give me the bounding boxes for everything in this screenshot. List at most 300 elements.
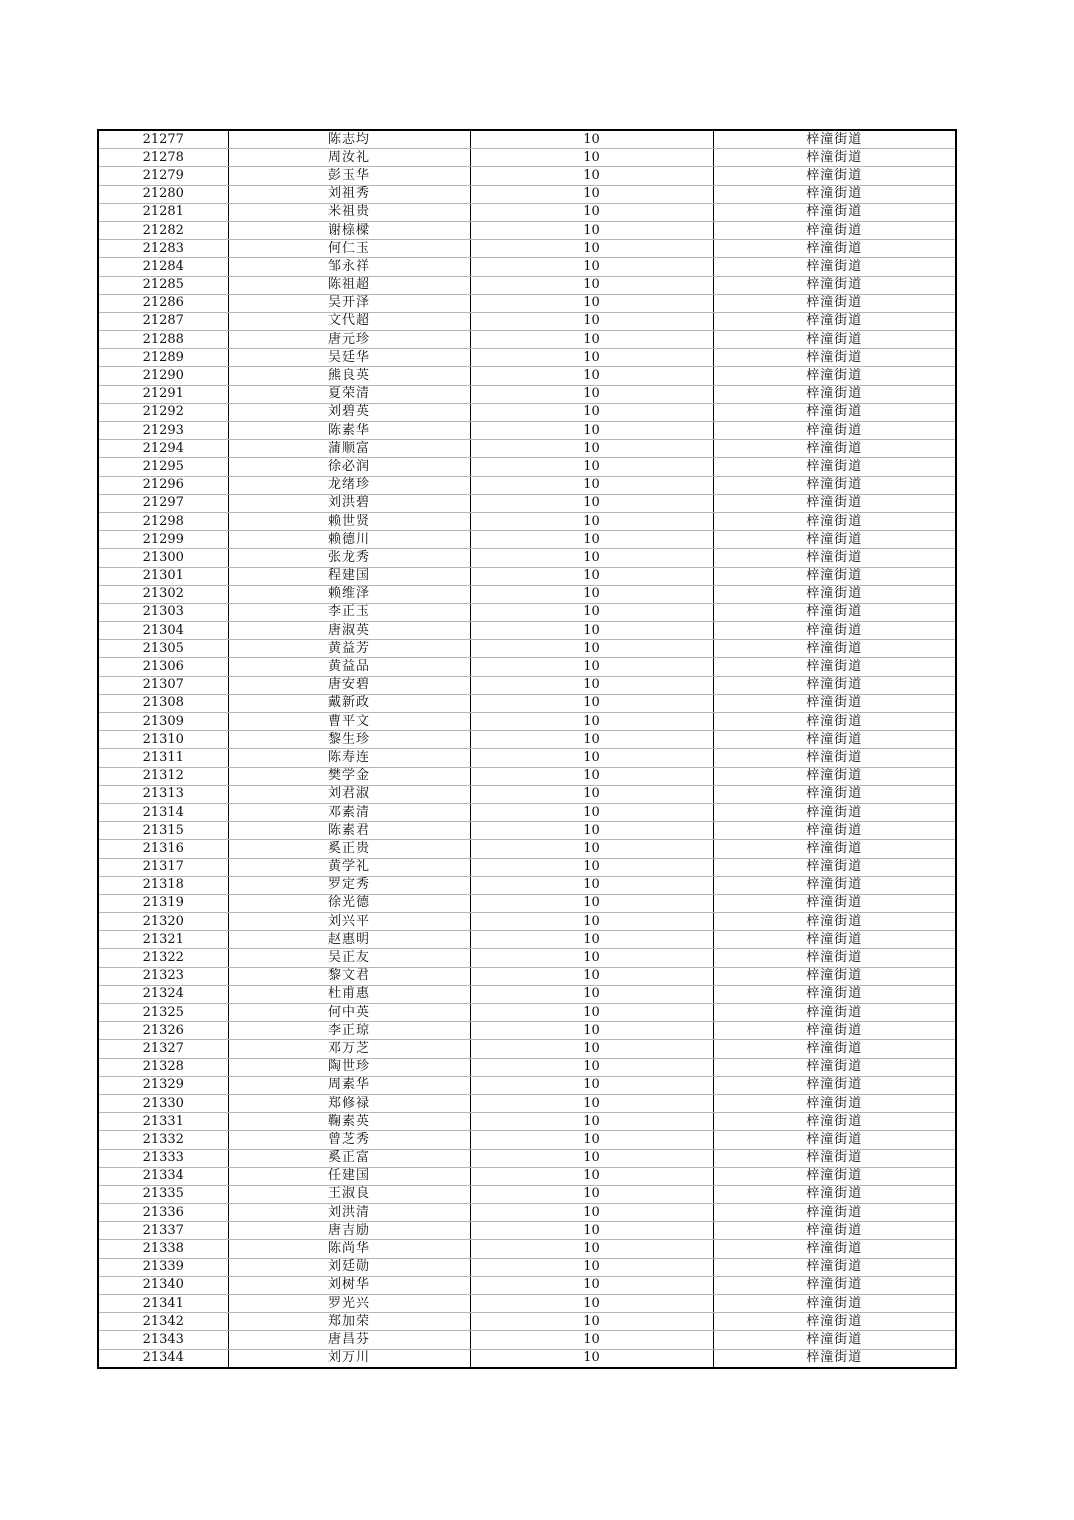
cell-amount: 10 (470, 767, 713, 785)
table-row (98, 585, 956, 603)
cell-id: 21318 (98, 876, 228, 894)
cell-name: 刘君淑 (228, 785, 470, 803)
table-row (98, 1131, 956, 1149)
cell-name: 黄益芳 (228, 640, 470, 658)
cell-amount: 10 (470, 1258, 713, 1276)
cell-amount: 10 (470, 221, 713, 239)
cell-amount: 10 (470, 512, 713, 530)
cell-amount: 10 (470, 458, 713, 476)
cell-name: 曹平文 (228, 713, 470, 731)
cell-id: 21299 (98, 531, 228, 549)
table-row (98, 749, 956, 767)
table-row (98, 130, 956, 149)
cell-area: 梓潼街道 (713, 1295, 956, 1313)
cell-area: 梓潼街道 (713, 221, 956, 239)
cell-name: 李正玉 (228, 603, 470, 621)
cell-name: 唐吉励 (228, 1222, 470, 1240)
cell-amount: 10 (470, 167, 713, 185)
cell-id: 21313 (98, 785, 228, 803)
table-row (98, 840, 956, 858)
cell-id: 21343 (98, 1331, 228, 1349)
cell-id: 21282 (98, 221, 228, 239)
table-row (98, 349, 956, 367)
table-row (98, 1313, 956, 1331)
cell-id: 21325 (98, 1004, 228, 1022)
cell-id: 21288 (98, 331, 228, 349)
cell-name: 赖德川 (228, 531, 470, 549)
cell-name: 戴新政 (228, 694, 470, 712)
cell-area: 梓潼街道 (713, 931, 956, 949)
cell-amount: 10 (470, 331, 713, 349)
table-row (98, 803, 956, 821)
cell-amount: 10 (470, 1076, 713, 1094)
cell-area: 梓潼街道 (713, 349, 956, 367)
cell-area: 梓潼街道 (713, 985, 956, 1003)
cell-id: 21331 (98, 1113, 228, 1131)
cell-area: 梓潼街道 (713, 203, 956, 221)
cell-amount: 10 (470, 1295, 713, 1313)
cell-amount: 10 (470, 785, 713, 803)
cell-name: 陈志均 (228, 130, 470, 149)
table-row (98, 458, 956, 476)
cell-id: 21303 (98, 603, 228, 621)
cell-id: 21286 (98, 294, 228, 312)
table-row (98, 713, 956, 731)
cell-name: 刘兴平 (228, 913, 470, 931)
cell-area: 梓潼街道 (713, 185, 956, 203)
cell-id: 21330 (98, 1094, 228, 1112)
cell-area: 梓潼街道 (713, 167, 956, 185)
table-row (98, 858, 956, 876)
cell-id: 21332 (98, 1131, 228, 1149)
table-row (98, 1094, 956, 1112)
cell-amount: 10 (470, 694, 713, 712)
table-row (98, 1040, 956, 1058)
cell-name: 吴开泽 (228, 294, 470, 312)
cell-id: 21298 (98, 512, 228, 530)
cell-area: 梓潼街道 (713, 1349, 956, 1368)
cell-amount: 10 (470, 1131, 713, 1149)
cell-id: 21309 (98, 713, 228, 731)
cell-name: 邹永祥 (228, 258, 470, 276)
cell-area: 梓潼街道 (713, 385, 956, 403)
cell-area: 梓潼街道 (713, 403, 956, 421)
table-row (98, 276, 956, 294)
cell-area: 梓潼街道 (713, 130, 956, 149)
cell-amount: 10 (470, 985, 713, 1003)
cell-amount: 10 (470, 913, 713, 931)
cell-id: 21335 (98, 1185, 228, 1203)
cell-area: 梓潼街道 (713, 1094, 956, 1112)
table-row (98, 240, 956, 258)
cell-name: 邓万芝 (228, 1040, 470, 1058)
cell-name: 赖维泽 (228, 585, 470, 603)
table-row (98, 221, 956, 239)
cell-amount: 10 (470, 822, 713, 840)
table-row (98, 1349, 956, 1368)
cell-name: 鞠素英 (228, 1113, 470, 1131)
table-row (98, 985, 956, 1003)
table-row (98, 1240, 956, 1258)
cell-amount: 10 (470, 276, 713, 294)
cell-area: 梓潼街道 (713, 949, 956, 967)
cell-area: 梓潼街道 (713, 603, 956, 621)
cell-name: 樊学金 (228, 767, 470, 785)
cell-id: 21323 (98, 967, 228, 985)
table-row (98, 549, 956, 567)
cell-amount: 10 (470, 840, 713, 858)
cell-amount: 10 (470, 440, 713, 458)
cell-area: 梓潼街道 (713, 967, 956, 985)
cell-name: 郑修禄 (228, 1094, 470, 1112)
cell-amount: 10 (470, 1094, 713, 1112)
table-row (98, 185, 956, 203)
table-row (98, 785, 956, 803)
cell-area: 梓潼街道 (713, 458, 956, 476)
table-row (98, 731, 956, 749)
cell-amount: 10 (470, 531, 713, 549)
cell-amount: 10 (470, 622, 713, 640)
cell-id: 21295 (98, 458, 228, 476)
cell-amount: 10 (470, 1040, 713, 1058)
cell-amount: 10 (470, 403, 713, 421)
cell-amount: 10 (470, 749, 713, 767)
cell-area: 梓潼街道 (713, 422, 956, 440)
cell-name: 陈尚华 (228, 1240, 470, 1258)
cell-name: 罗定秀 (228, 876, 470, 894)
cell-id: 21301 (98, 567, 228, 585)
cell-area: 梓潼街道 (713, 1222, 956, 1240)
cell-id: 21326 (98, 1022, 228, 1040)
cell-id: 21290 (98, 367, 228, 385)
cell-area: 梓潼街道 (713, 622, 956, 640)
cell-id: 21310 (98, 731, 228, 749)
cell-amount: 10 (470, 385, 713, 403)
table-row (98, 403, 956, 421)
cell-name: 何中英 (228, 1004, 470, 1022)
table-row (98, 622, 956, 640)
cell-id: 21314 (98, 803, 228, 821)
table-row (98, 1204, 956, 1222)
cell-amount: 10 (470, 549, 713, 567)
cell-area: 梓潼街道 (713, 1185, 956, 1203)
cell-area: 梓潼街道 (713, 294, 956, 312)
cell-name: 刘万川 (228, 1349, 470, 1368)
cell-amount: 10 (470, 1331, 713, 1349)
table-row (98, 294, 956, 312)
table-row (98, 1258, 956, 1276)
table-row (98, 967, 956, 985)
table-row (98, 531, 956, 549)
cell-id: 21315 (98, 822, 228, 840)
cell-area: 梓潼街道 (713, 1167, 956, 1185)
cell-name: 刘祖秀 (228, 185, 470, 203)
cell-name: 赵惠明 (228, 931, 470, 949)
cell-id: 21304 (98, 622, 228, 640)
cell-area: 梓潼街道 (713, 731, 956, 749)
table-row (98, 1222, 956, 1240)
cell-area: 梓潼街道 (713, 331, 956, 349)
cell-amount: 10 (470, 240, 713, 258)
cell-name: 任建国 (228, 1167, 470, 1185)
roster-table-body (98, 130, 956, 1368)
cell-name: 张龙秀 (228, 549, 470, 567)
table-row (98, 913, 956, 931)
cell-name: 吴正友 (228, 949, 470, 967)
cell-name: 熊良英 (228, 367, 470, 385)
cell-amount: 10 (470, 476, 713, 494)
cell-area: 梓潼街道 (713, 276, 956, 294)
cell-amount: 10 (470, 713, 713, 731)
cell-id: 21319 (98, 894, 228, 912)
cell-area: 梓潼街道 (713, 749, 956, 767)
cell-amount: 10 (470, 203, 713, 221)
cell-id: 21317 (98, 858, 228, 876)
table-row (98, 385, 956, 403)
cell-id: 21338 (98, 1240, 228, 1258)
cell-id: 21296 (98, 476, 228, 494)
cell-name: 文代超 (228, 312, 470, 330)
table-row (98, 894, 956, 912)
table-row (98, 1022, 956, 1040)
cell-amount: 10 (470, 258, 713, 276)
cell-name: 刘树华 (228, 1276, 470, 1294)
cell-area: 梓潼街道 (713, 822, 956, 840)
cell-area: 梓潼街道 (713, 149, 956, 167)
table-row (98, 258, 956, 276)
cell-id: 21316 (98, 840, 228, 858)
cell-amount: 10 (470, 1113, 713, 1131)
cell-amount: 10 (470, 130, 713, 149)
cell-area: 梓潼街道 (713, 894, 956, 912)
cell-name: 吴廷华 (228, 349, 470, 367)
cell-id: 21334 (98, 1167, 228, 1185)
cell-amount: 10 (470, 585, 713, 603)
cell-area: 梓潼街道 (713, 567, 956, 585)
cell-name: 程建国 (228, 567, 470, 585)
cell-name: 唐淑英 (228, 622, 470, 640)
cell-id: 21283 (98, 240, 228, 258)
cell-area: 梓潼街道 (713, 1076, 956, 1094)
cell-name: 赖世贤 (228, 512, 470, 530)
cell-name: 龙绪珍 (228, 476, 470, 494)
cell-area: 梓潼街道 (713, 876, 956, 894)
cell-id: 21281 (98, 203, 228, 221)
cell-area: 梓潼街道 (713, 1149, 956, 1167)
cell-amount: 10 (470, 949, 713, 967)
cell-id: 21291 (98, 385, 228, 403)
cell-area: 梓潼街道 (713, 585, 956, 603)
cell-id: 21327 (98, 1040, 228, 1058)
cell-id: 21292 (98, 403, 228, 421)
cell-name: 陈祖超 (228, 276, 470, 294)
cell-id: 21328 (98, 1058, 228, 1076)
cell-name: 黄学礼 (228, 858, 470, 876)
cell-name: 周汝礼 (228, 149, 470, 167)
table-row (98, 367, 956, 385)
cell-amount: 10 (470, 1022, 713, 1040)
cell-area: 梓潼街道 (713, 367, 956, 385)
cell-id: 21336 (98, 1204, 228, 1222)
cell-area: 梓潼街道 (713, 913, 956, 931)
cell-amount: 10 (470, 803, 713, 821)
cell-id: 21322 (98, 949, 228, 967)
cell-id: 21333 (98, 1149, 228, 1167)
cell-area: 梓潼街道 (713, 1331, 956, 1349)
cell-amount: 10 (470, 1058, 713, 1076)
cell-amount: 10 (470, 1313, 713, 1331)
cell-name: 刘洪清 (228, 1204, 470, 1222)
cell-amount: 10 (470, 1204, 713, 1222)
cell-amount: 10 (470, 967, 713, 985)
cell-amount: 10 (470, 658, 713, 676)
table-row (98, 1058, 956, 1076)
cell-area: 梓潼街道 (713, 767, 956, 785)
table-row (98, 658, 956, 676)
cell-id: 21287 (98, 312, 228, 330)
cell-name: 李正琼 (228, 1022, 470, 1040)
cell-area: 梓潼街道 (713, 1276, 956, 1294)
cell-id: 21324 (98, 985, 228, 1003)
cell-area: 梓潼街道 (713, 658, 956, 676)
cell-amount: 10 (470, 1185, 713, 1203)
table-row (98, 1167, 956, 1185)
table-row (98, 876, 956, 894)
table-row (98, 494, 956, 512)
cell-amount: 10 (470, 185, 713, 203)
cell-name: 郑加荣 (228, 1313, 470, 1331)
cell-area: 梓潼街道 (713, 240, 956, 258)
table-row (98, 149, 956, 167)
cell-name: 王淑良 (228, 1185, 470, 1203)
cell-id: 21294 (98, 440, 228, 458)
cell-name: 米祖贵 (228, 203, 470, 221)
table-row (98, 949, 956, 967)
table-row (98, 312, 956, 330)
cell-id: 21284 (98, 258, 228, 276)
cell-name: 罗光兴 (228, 1295, 470, 1313)
cell-name: 徐必润 (228, 458, 470, 476)
cell-id: 21329 (98, 1076, 228, 1094)
table-row (98, 931, 956, 949)
cell-area: 梓潼街道 (713, 1058, 956, 1076)
cell-amount: 10 (470, 422, 713, 440)
cell-name: 杜甫惠 (228, 985, 470, 1003)
cell-area: 梓潼街道 (713, 1113, 956, 1131)
table-row (98, 1004, 956, 1022)
cell-id: 21280 (98, 185, 228, 203)
table-row (98, 1113, 956, 1131)
cell-name: 陈素华 (228, 422, 470, 440)
cell-name: 陈寿连 (228, 749, 470, 767)
cell-id: 21342 (98, 1313, 228, 1331)
cell-amount: 10 (470, 1167, 713, 1185)
cell-area: 梓潼街道 (713, 512, 956, 530)
cell-amount: 10 (470, 858, 713, 876)
cell-name: 刘廷勋 (228, 1258, 470, 1276)
cell-area: 梓潼街道 (713, 440, 956, 458)
cell-area: 梓潼街道 (713, 1240, 956, 1258)
table-row (98, 676, 956, 694)
table-row (98, 567, 956, 585)
cell-area: 梓潼街道 (713, 676, 956, 694)
cell-id: 21307 (98, 676, 228, 694)
table-row (98, 440, 956, 458)
cell-name: 奚正富 (228, 1149, 470, 1167)
cell-area: 梓潼街道 (713, 640, 956, 658)
cell-amount: 10 (470, 876, 713, 894)
cell-amount: 10 (470, 1149, 713, 1167)
cell-area: 梓潼街道 (713, 312, 956, 330)
cell-id: 21293 (98, 422, 228, 440)
cell-name: 陈素君 (228, 822, 470, 840)
cell-amount: 10 (470, 1004, 713, 1022)
table-row (98, 167, 956, 185)
cell-amount: 10 (470, 294, 713, 312)
cell-area: 梓潼街道 (713, 531, 956, 549)
table-row (98, 422, 956, 440)
cell-name: 邓素清 (228, 803, 470, 821)
cell-name: 周素华 (228, 1076, 470, 1094)
cell-name: 奚正贵 (228, 840, 470, 858)
cell-id: 21285 (98, 276, 228, 294)
cell-id: 21312 (98, 767, 228, 785)
cell-area: 梓潼街道 (713, 258, 956, 276)
cell-id: 21320 (98, 913, 228, 931)
table-row (98, 1331, 956, 1349)
cell-area: 梓潼街道 (713, 803, 956, 821)
table-row (98, 822, 956, 840)
cell-name: 唐元珍 (228, 331, 470, 349)
table-row (98, 1076, 956, 1094)
cell-name: 蒲顺富 (228, 440, 470, 458)
cell-id: 21344 (98, 1349, 228, 1368)
cell-id: 21305 (98, 640, 228, 658)
cell-name: 唐昌芬 (228, 1331, 470, 1349)
cell-name: 曾芝秀 (228, 1131, 470, 1149)
cell-id: 21279 (98, 167, 228, 185)
cell-amount: 10 (470, 149, 713, 167)
cell-id: 21308 (98, 694, 228, 712)
cell-amount: 10 (470, 349, 713, 367)
cell-area: 梓潼街道 (713, 785, 956, 803)
cell-id: 21321 (98, 931, 228, 949)
cell-name: 何仁玉 (228, 240, 470, 258)
cell-amount: 10 (470, 1240, 713, 1258)
cell-id: 21340 (98, 1276, 228, 1294)
cell-area: 梓潼街道 (713, 713, 956, 731)
cell-area: 梓潼街道 (713, 840, 956, 858)
table-row (98, 1185, 956, 1203)
cell-id: 21300 (98, 549, 228, 567)
roster-table (97, 129, 957, 1369)
cell-area: 梓潼街道 (713, 1022, 956, 1040)
table-row (98, 1149, 956, 1167)
table-row (98, 603, 956, 621)
cell-id: 21337 (98, 1222, 228, 1240)
cell-amount: 10 (470, 640, 713, 658)
cell-amount: 10 (470, 312, 713, 330)
cell-area: 梓潼街道 (713, 1313, 956, 1331)
table-row (98, 512, 956, 530)
cell-id: 21289 (98, 349, 228, 367)
cell-id: 21277 (98, 130, 228, 149)
table-row (98, 767, 956, 785)
table-row (98, 640, 956, 658)
cell-amount: 10 (470, 494, 713, 512)
cell-area: 梓潼街道 (713, 1131, 956, 1149)
cell-area: 梓潼街道 (713, 549, 956, 567)
